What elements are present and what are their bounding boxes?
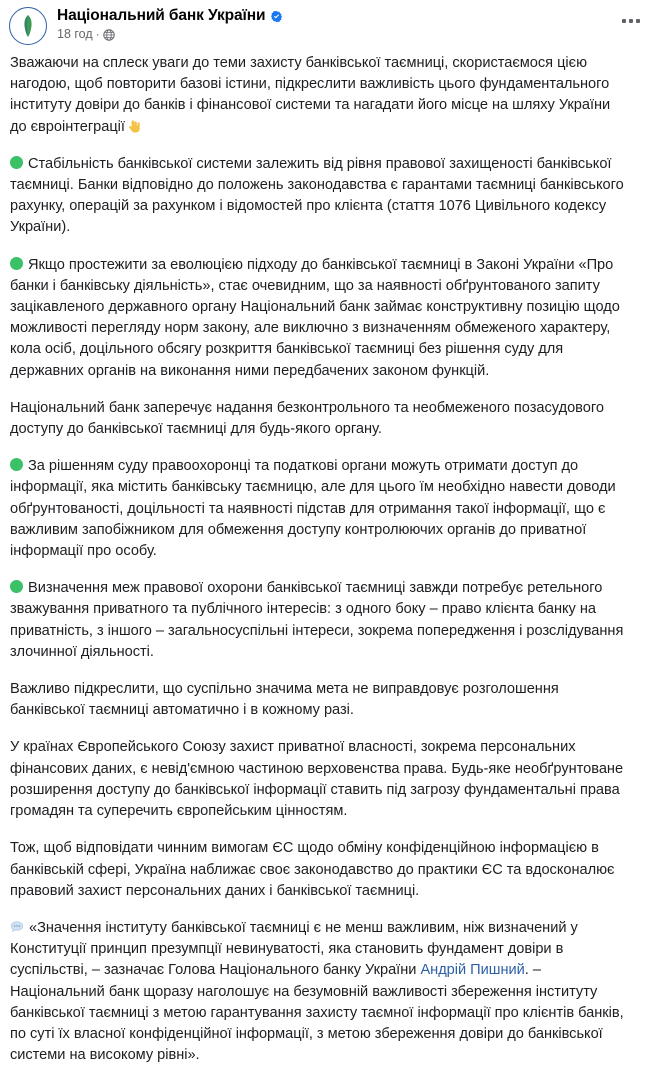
post-paragraph <box>10 679 624 721</box>
quote-text-before-link: «Значення інституту банківської таємниці є не менш важливим, ніж визначений у Конституції принцип презумпції невинуватості, яка становить фундамент довіри в суспільстві, – зазначає Голова Національного банку України <box>10 919 578 979</box>
point-down-icon <box>127 119 142 134</box>
ellipsis-dot <box>622 19 626 23</box>
post-paragraph <box>10 154 624 239</box>
paragraph-text: У країнах Європейського Союзу захист приватної власності, зокрема персональних фінансових даних, є невід'ємною частиною верховенства права. Будь-яке необґрунтоване розширення доступу до банківської інформації ставить під загрозу фундаментальні права громадян та суперечить європейським цінностям. <box>10 739 624 820</box>
green-circle-icon <box>10 257 23 270</box>
green-circle-icon <box>10 458 23 471</box>
post-timestamp[interactable]: 18 год <box>57 26 93 41</box>
name-row <box>57 7 283 25</box>
paragraph-text: Національний банк заперечує надання безконтрольного та необмеженого позасудового доступу до банківської таємниці для будь-якого органу. <box>10 399 604 438</box>
speech-balloon-icon <box>10 920 24 934</box>
green-circle-icon <box>10 580 23 593</box>
paragraph-text: Стабільність банківської системи залежить від рівня правової захищеності банківської таємниці. Банки відповідно до положень законодавства є гарантами таємниці банківського рахунку, операцій за рахунком і відомостей про клієнта (стаття 1076 Цивільного кодексу України). <box>10 155 624 236</box>
post-options-button[interactable] <box>616 10 646 32</box>
paragraph-text: Зважаючи на сплеск уваги до теми захисту банківської таємниці, скористаємося цією нагодою, щоб повторити базові істини, підкреслити важливість цього фундаментального інституту довіри до банків і фінансової системи та нагадати його місце на шляху України до євроінтеграції <box>10 55 611 135</box>
person-link-andrii-pyshnyi[interactable]: Андрій Пишний <box>420 962 525 979</box>
paragraph-text: Визначення меж правової охорони банківської таємниці завжди потребує ретельного зважування приватного та публічного інтересів: з одного боку – право клієнта банку на приватність, з іншого – загальносуспільні інтереси, зокрема попередження і розслідування злочинної діяльності. <box>10 580 624 660</box>
nbu-logo-icon <box>18 14 38 38</box>
post-body <box>0 50 660 1066</box>
post-quote-paragraph <box>10 918 624 1066</box>
ellipsis-dot <box>629 19 633 23</box>
quote-text-after-link: . – Національний банк щоразу наголошує на безумовній важливості збереження інституту банківської таємниці з метою гарантування захисту таємної інформації про клієнтів банків, по суті їх власної конфіденційної інформації, з метою збереження довіри до банківської системи на високому рівні». <box>10 962 624 1064</box>
post-header <box>0 0 660 50</box>
verified-badge-icon <box>270 10 283 23</box>
ellipsis-dot <box>636 19 640 23</box>
page-name[interactable]: Національний банк України <box>57 7 266 24</box>
post-paragraph <box>10 398 624 440</box>
post-paragraph <box>10 737 624 822</box>
post-meta <box>57 27 283 42</box>
paragraph-text: Тож, щоб відповідати чинним вимогам ЄС щодо обміну конфіденційною інформацією в банківській сфері, Україна наближає своє законодавство до практики ЄС та вдосконалює правовий захист персональних даних і банківської таємниці. <box>10 840 615 899</box>
paragraph-text: Важливо підкреслити, що суспільно значима мета не виправдовує розголошення банківської таємниці автоматично і в кожному разі. <box>10 681 559 719</box>
post-paragraph <box>10 53 624 138</box>
green-circle-icon <box>10 156 23 169</box>
paragraph-text: Якщо простежити за еволюцією підходу до банківської таємниці в Законі України «Про банки і банківську діяльність», стає очевидним, що за наявності обґрунтованого запиту зацікавленого державного органу Національний банк займає конструктивну позицію щодо можливості перегляду норм закону, але виключно з визначенням обмеженого характеру, кола осіб, доцільного обсягу розкриття банківської таємниці без рішення суду для державних органів на виконання ними передбачених законом функцій. <box>10 256 620 379</box>
post-paragraph <box>10 838 624 902</box>
header-text <box>57 6 283 42</box>
avatar[interactable] <box>9 7 47 45</box>
globe-icon[interactable] <box>103 29 115 41</box>
post-paragraph <box>10 456 624 562</box>
post-paragraph <box>10 578 624 663</box>
paragraph-text: За рішенням суду правоохоронці та податкові органи можуть отримати доступ до інформації, яка містить банківську таємницю, але для цього їм необхідно навести доводи обґрунтованості, доцільності та наявності підстав для отримання такої інформації, що є важливим запобіжником для обмеження доступу контролюючих органів до приватної інформації про особу. <box>10 458 616 560</box>
meta-separator: · <box>95 27 100 42</box>
post-paragraph <box>10 255 624 382</box>
